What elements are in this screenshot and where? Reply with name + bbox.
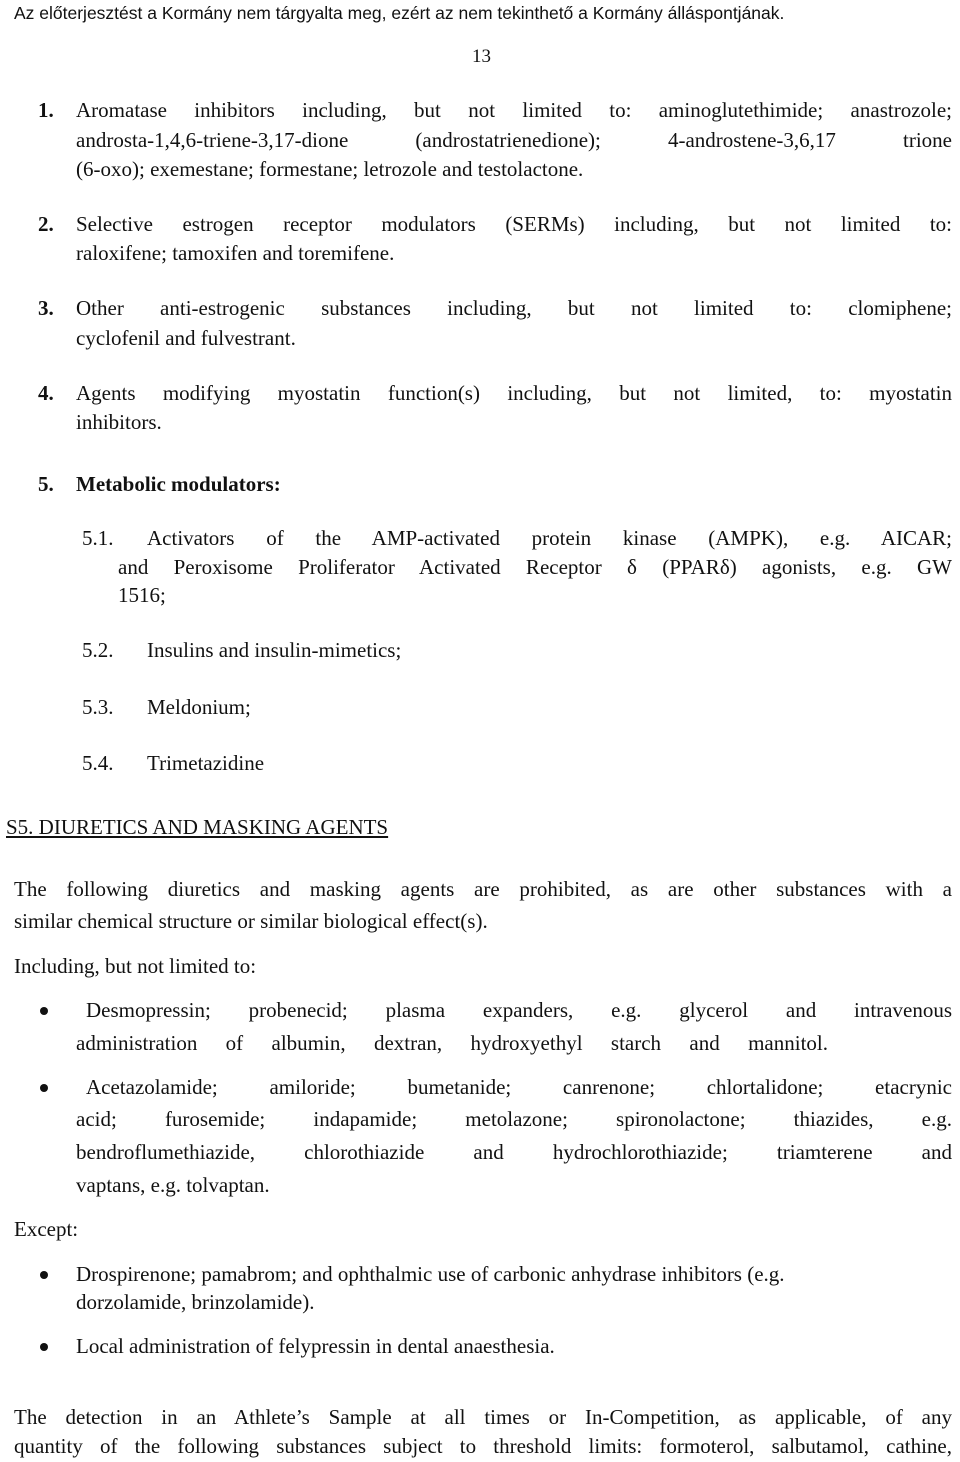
closing-line: quantity of the following substances subject to threshold limits: formoterol, salbutamol, cathine, <box>14 1436 952 1458</box>
bullet-dot <box>40 1084 48 1092</box>
bullet-line: Desmopressin; probenecid; plasma expanders, e.g. glycerol and intravenous <box>86 1000 952 1022</box>
section-intro-line: The following diuretics and masking agents are prohibited, as are other substances with a <box>14 879 952 901</box>
subitem-line: Trimetazidine <box>147 751 265 775</box>
item-line: cyclofenil and fulvestrant. <box>76 326 296 350</box>
item-line: raloxifene; tamoxifen and toremifene. <box>76 241 395 265</box>
subitem-number: 5.2. <box>82 638 114 662</box>
subitem-number: 5.1. <box>82 526 114 550</box>
item-line: Metabolic modulators: <box>76 472 281 496</box>
item-line: Agents modifying myostatin function(s) including, but not limited, to: myostatin <box>76 383 952 405</box>
item-number: 4. <box>38 381 54 405</box>
bullet-line: bendroflumethiazide, chlorothiazide and hydrochlorothiazide; triamterene and <box>76 1142 952 1164</box>
item-line: Other anti-estrogenic substances including, but not limited to: clomiphene; <box>76 298 952 320</box>
item-line: Aromatase inhibitors including, but not limited to: aminoglutethimide; anastrozole; <box>76 100 952 122</box>
bullet-dot <box>40 1343 48 1351</box>
subitem-number: 5.3. <box>82 695 114 719</box>
bullet-line: Acetazolamide; amiloride; bumetanide; canrenone; chlortalidone; etacrynic <box>86 1077 952 1099</box>
subitem-line: 1516; <box>118 583 166 607</box>
subitem-line: Meldonium; <box>147 695 251 719</box>
section-intro-line: similar chemical structure or similar biological effect(s). <box>14 909 488 933</box>
item-number: 5. <box>38 472 54 496</box>
subitem-line: Insulins and insulin-mimetics; <box>147 638 402 662</box>
bullet-dot <box>40 1271 48 1279</box>
item-number: 3. <box>38 296 54 320</box>
item-number: 2. <box>38 212 54 236</box>
item-line: androsta-1,4,6-triene-3,17-dione (androstatrienedione); 4-androstene-3,6,17 trione <box>76 130 952 152</box>
subitem-line: Activators of the AMP-activated protein kinase (AMPK), e.g. AICAR; <box>147 528 952 550</box>
item-number: 1. <box>38 98 54 122</box>
page-number: 13 <box>472 46 491 67</box>
bullet-line: acid; furosemide; indapamide; metolazone; spironolactone; thiazides, e.g. <box>76 1109 952 1131</box>
item-line: Selective estrogen receptor modulators (SERMs) including, but not limited to: <box>76 214 952 236</box>
except-bullet-line: Local administration of felypressin in dental anaesthesia. <box>76 1334 555 1358</box>
except-bullet-line: dorzolamide, brinzolamide). <box>76 1290 315 1314</box>
closing-line: The detection in an Athlete’s Sample at all times or In-Competition, as applicable, of any <box>14 1407 952 1429</box>
item-line: inhibitors. <box>76 410 162 434</box>
bullet-line: administration of albumin, dextran, hydroxyethyl starch and mannitol. <box>76 1033 828 1055</box>
bullet-dot <box>40 1007 48 1015</box>
section-heading: S5. DIURETICS AND MASKING AGENTS <box>6 815 389 839</box>
subitem-line: and Peroxisome Proliferator Activated Receptor δ (PPARδ) agonists, e.g. GW <box>118 557 952 579</box>
header-notice: Az előterjesztést a Kormány nem tárgyalta meg, ezért az nem tekinthető a Kormány álláspontjának. <box>14 3 785 23</box>
item-line: (6-oxo); exemestane; formestane; letrozole and testolactone. <box>76 157 584 181</box>
including-label: Including, but not limited to: <box>14 954 257 978</box>
except-label: Except: <box>14 1217 79 1241</box>
bullet-line: vaptans, e.g. tolvaptan. <box>76 1173 270 1197</box>
except-bullet-line: Drospirenone; pamabrom; and ophthalmic use of carbonic anhydrase inhibitors (e.g. <box>76 1262 785 1286</box>
subitem-number: 5.4. <box>82 751 114 775</box>
